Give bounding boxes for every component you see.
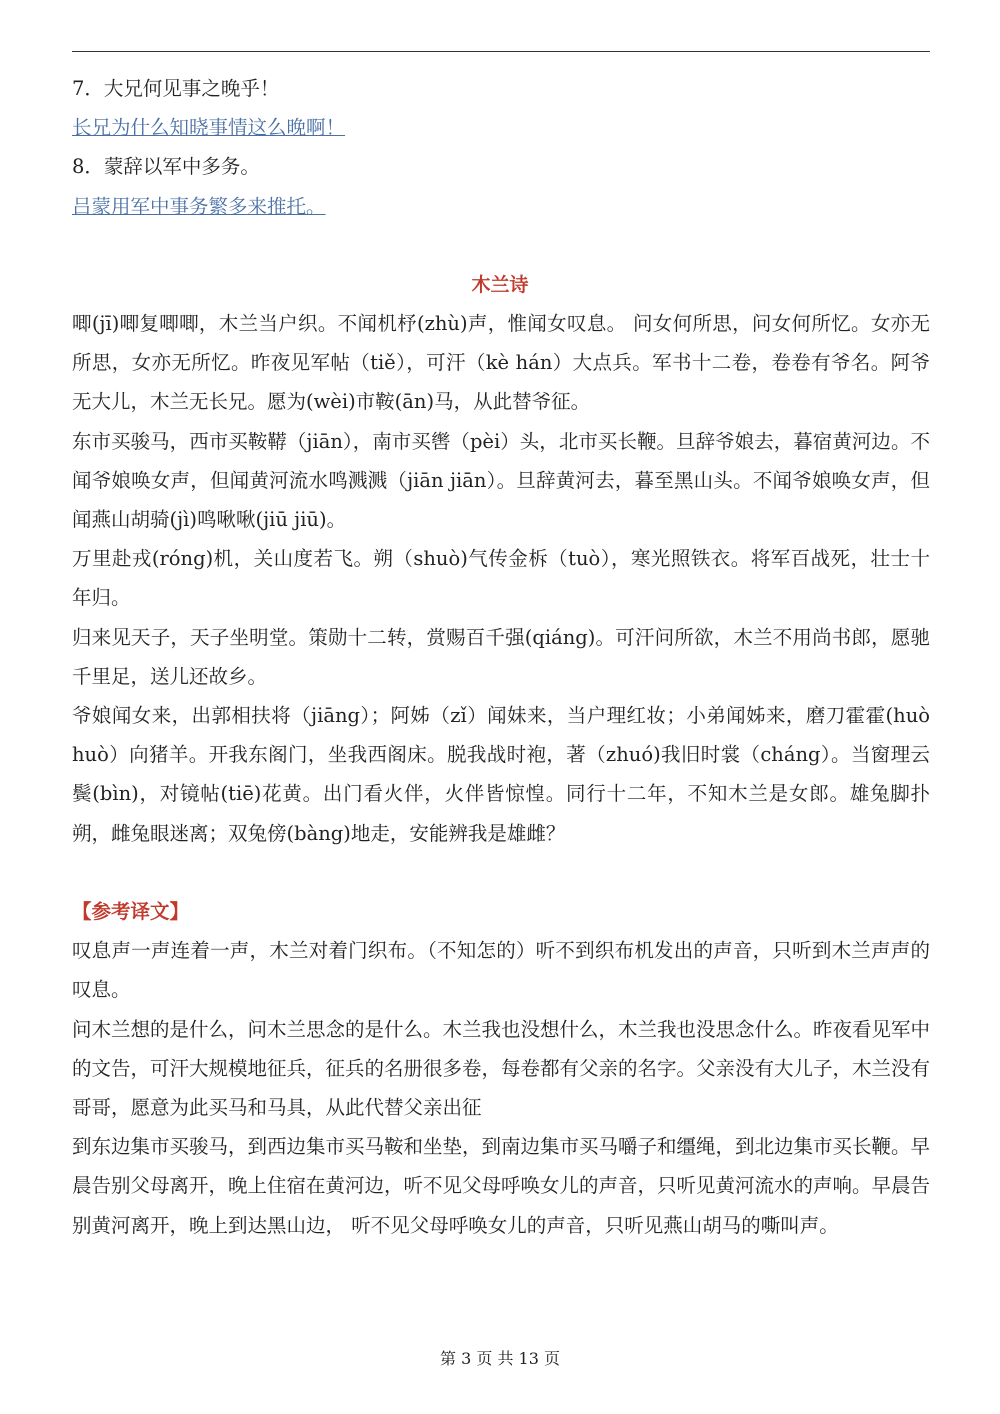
poem-title: 木兰诗 [471,274,529,296]
translation-heading: 【参考译文】 [72,900,190,923]
question-8: 8．蒙辞以军中多务。 [72,155,260,179]
poem-paragraph: 归来见天子，天子坐明堂。策勋十二转，赏赐百千强(qiáng)。可汗问所欲，木兰不用尚书郎，愿驰千里足，送儿还故乡。 [72,625,930,688]
translation-paragraph: 叹息声一声连着一声，木兰对着门织布。（不知怎的）听不到织布机发出的声音，只听到木兰声声的叹息。 [72,939,930,1002]
poem-paragraph: 万里赴戎(róng)机，关山度若飞。朔（shuò)气传金柝（tuò），寒光照铁衣。将军百战死，壮士十年归。 [72,547,930,610]
page-number: 第 3 页 共 13 页 [440,1349,560,1368]
translation-section [72,892,930,1245]
poem-body [72,304,930,853]
answer-7: 长兄为什么知晓事情这么晚啊！ [72,116,346,140]
header-rule [72,51,930,52]
poem-paragraph: 爷娘闻女来，出郭相扶将（jiāng）；阿姊（zǐ）闻妹来，当户理红妆；小弟闻姊来，磨刀霍霍(huò huò）向猪羊。开我东阁门，坐我西阁床。脱我战时袍，著（zhuó)我旧时裳（cháng）。当窗理云鬓(bìn)，对镜帖(tiē)花黄。出门看火伴，火伴皆惊惶。同行十二年，不知木兰是女郎。雄兔脚扑朔，雌兔眼迷离；双兔傍(bàng)地走，安能辨我是雄雌？ [72,704,930,845]
answer-8: 吕蒙用军中事务繁多来推托。 [72,194,326,218]
poem-paragraph: 东市买骏马，西市买鞍鞯（jiān），南市买辔（pèi）头，北市买长鞭。旦辞爷娘去，暮宿黄河边。不闻爷娘唤女声，但闻黄河流水鸣溅溅（jiān jiān）。旦辞黄河去，暮至黑山头。不闻爷娘唤女声，但闻燕山胡骑(jì)鸣啾啾(jiū jiū)。 [72,429,930,532]
translation-paragraph: 到东边集市买骏马，到西边集市买马鞍和坐垫，到南边集市买马嚼子和缰绳，到北边集市买长鞭。早晨告别父母离开，晚上住宿在黄河边，听不见父母呼唤女儿的声音，只听见黄河流水的声响。早晨告别黄河离开，晚上到达黑山边， 听不见父母呼唤女儿的声音，只听见燕山胡马的嘶叫声。 [72,1135,931,1237]
question-7: 7．大兄何见事之晚乎！ [72,77,280,100]
questions-section [72,69,930,226]
poem-paragraph: 唧(jī)唧复唧唧，木兰当户织。不闻机杼(zhù)声，惟闻女叹息。 问女何所思，问女何所忆。女亦无所思，女亦无所忆。昨夜见军帖（tiě），可汗（kè hán）大点兵。军书十二卷，卷卷有爷名。阿爷无大儿，木兰无长兄。愿为(wèi)市鞍(ān)马，从此替爷征。 [72,312,930,414]
translation-paragraph: 问木兰想的是什么，问木兰思念的是什么。木兰我也没想什么，木兰我也没思念什么。昨夜看见军中的文告，可汗大规模地征兵，征兵的名册很多卷，每卷都有父亲的名字。父亲没有大儿子，木兰没有哥哥，愿意为此买马和马具，从此代替父亲出征 [72,1017,931,1120]
